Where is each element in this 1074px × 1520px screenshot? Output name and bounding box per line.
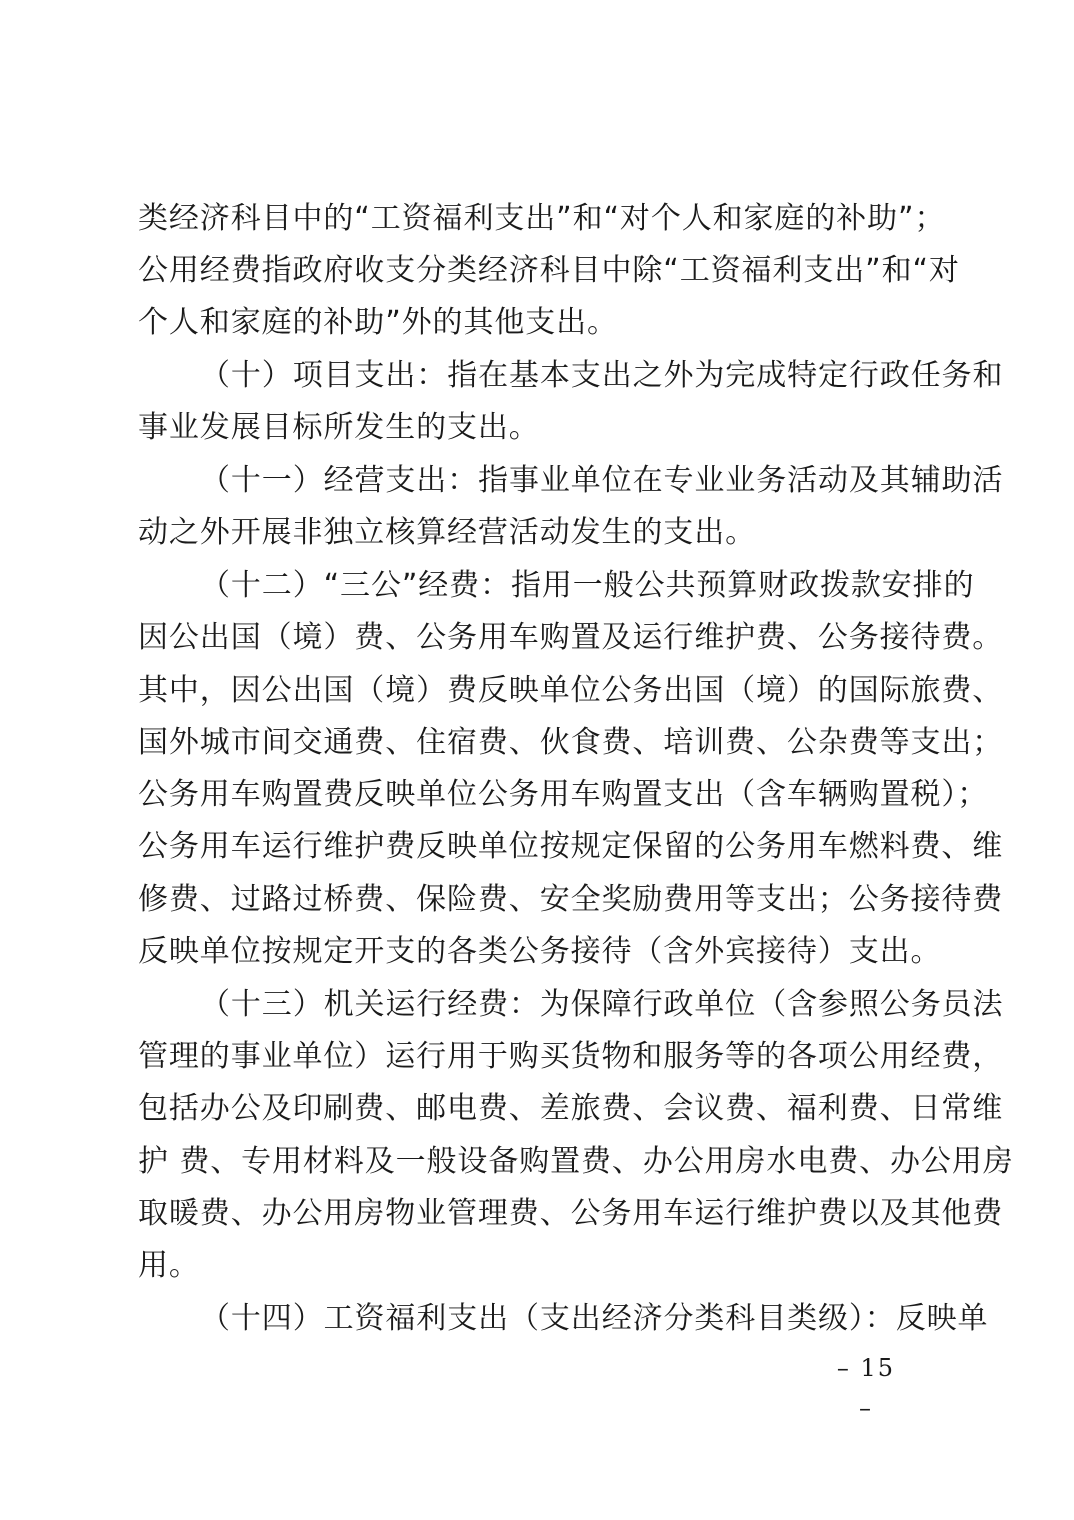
text-line: 反映单位按规定开支的各类公务接待（含外宾接待）支出。 (138, 934, 942, 969)
paragraph-first-line: （十）项目支出：指在基本支出之外为完成特定行政任务和 (200, 358, 1004, 393)
text-line: 公务用车购置费反映单位公务用车购置支出（含车辆购置税）； (138, 777, 989, 812)
text-line: 公用经费指政府收支分类经济科目中除“工资福利支出”和“对 (138, 253, 960, 288)
text-line: 公务用车运行维护费反映单位按规定保留的公务用车燃料费、维 (138, 829, 1004, 864)
text-line: 管理的事业单位）运行用于购买货物和服务等的各项公用经费， (138, 1039, 1004, 1074)
text-line: 因公出国（境）费、公务用车购置及运行维护费、公务接待费。 (138, 620, 1004, 655)
text-line: 事业发展目标所发生的支出。 (138, 410, 540, 445)
text-line: 用。 (138, 1248, 200, 1283)
text-line: 国外城市间交通费、住宿费、伙食费、培训费、公杂费等支出； (138, 725, 1004, 760)
text-line: 其中，因公出国（境）费反映单位公务出国（境）的国际旅费、 (138, 673, 1004, 708)
paragraph-first-line: （十四）工资福利支出（支出经济分类科目类级）：反映单 (200, 1301, 989, 1336)
paragraph-first-line: （十三）机关运行经费：为保障行政单位（含参照公务员法 (200, 987, 1004, 1022)
text-line: 个人和家庭的补助”外的其他支出。 (138, 305, 618, 340)
text-line: 动之外开展非独立核算经营活动发生的支出。 (138, 515, 756, 550)
page-number: – 15 – (836, 1354, 896, 1422)
text-line: 包括办公及印刷费、邮电费、差旅费、会议费、福利费、日常维 (138, 1091, 1004, 1126)
paragraph-first-line: （十二）“三公”经费：指用一般公共预算财政拨款安排的 (200, 568, 975, 603)
text-line: 类经济科目中的“工资福利支出”和“对个人和家庭的补助”； (138, 201, 946, 236)
text-line: 取暖费、办公用房物业管理费、公务用车运行维护费以及其他费 (138, 1196, 1004, 1231)
paragraph-first-line: （十一）经营支出：指事业单位在专业业务活动及其辅助活 (200, 463, 1004, 498)
text-line: 修费、过路过桥费、保险费、安全奖励费用等支出；公务接待费 (138, 882, 1004, 917)
text-line: 护 费、专用材料及一般设备购置费、办公用房水电费、办公用房 (138, 1144, 1014, 1179)
